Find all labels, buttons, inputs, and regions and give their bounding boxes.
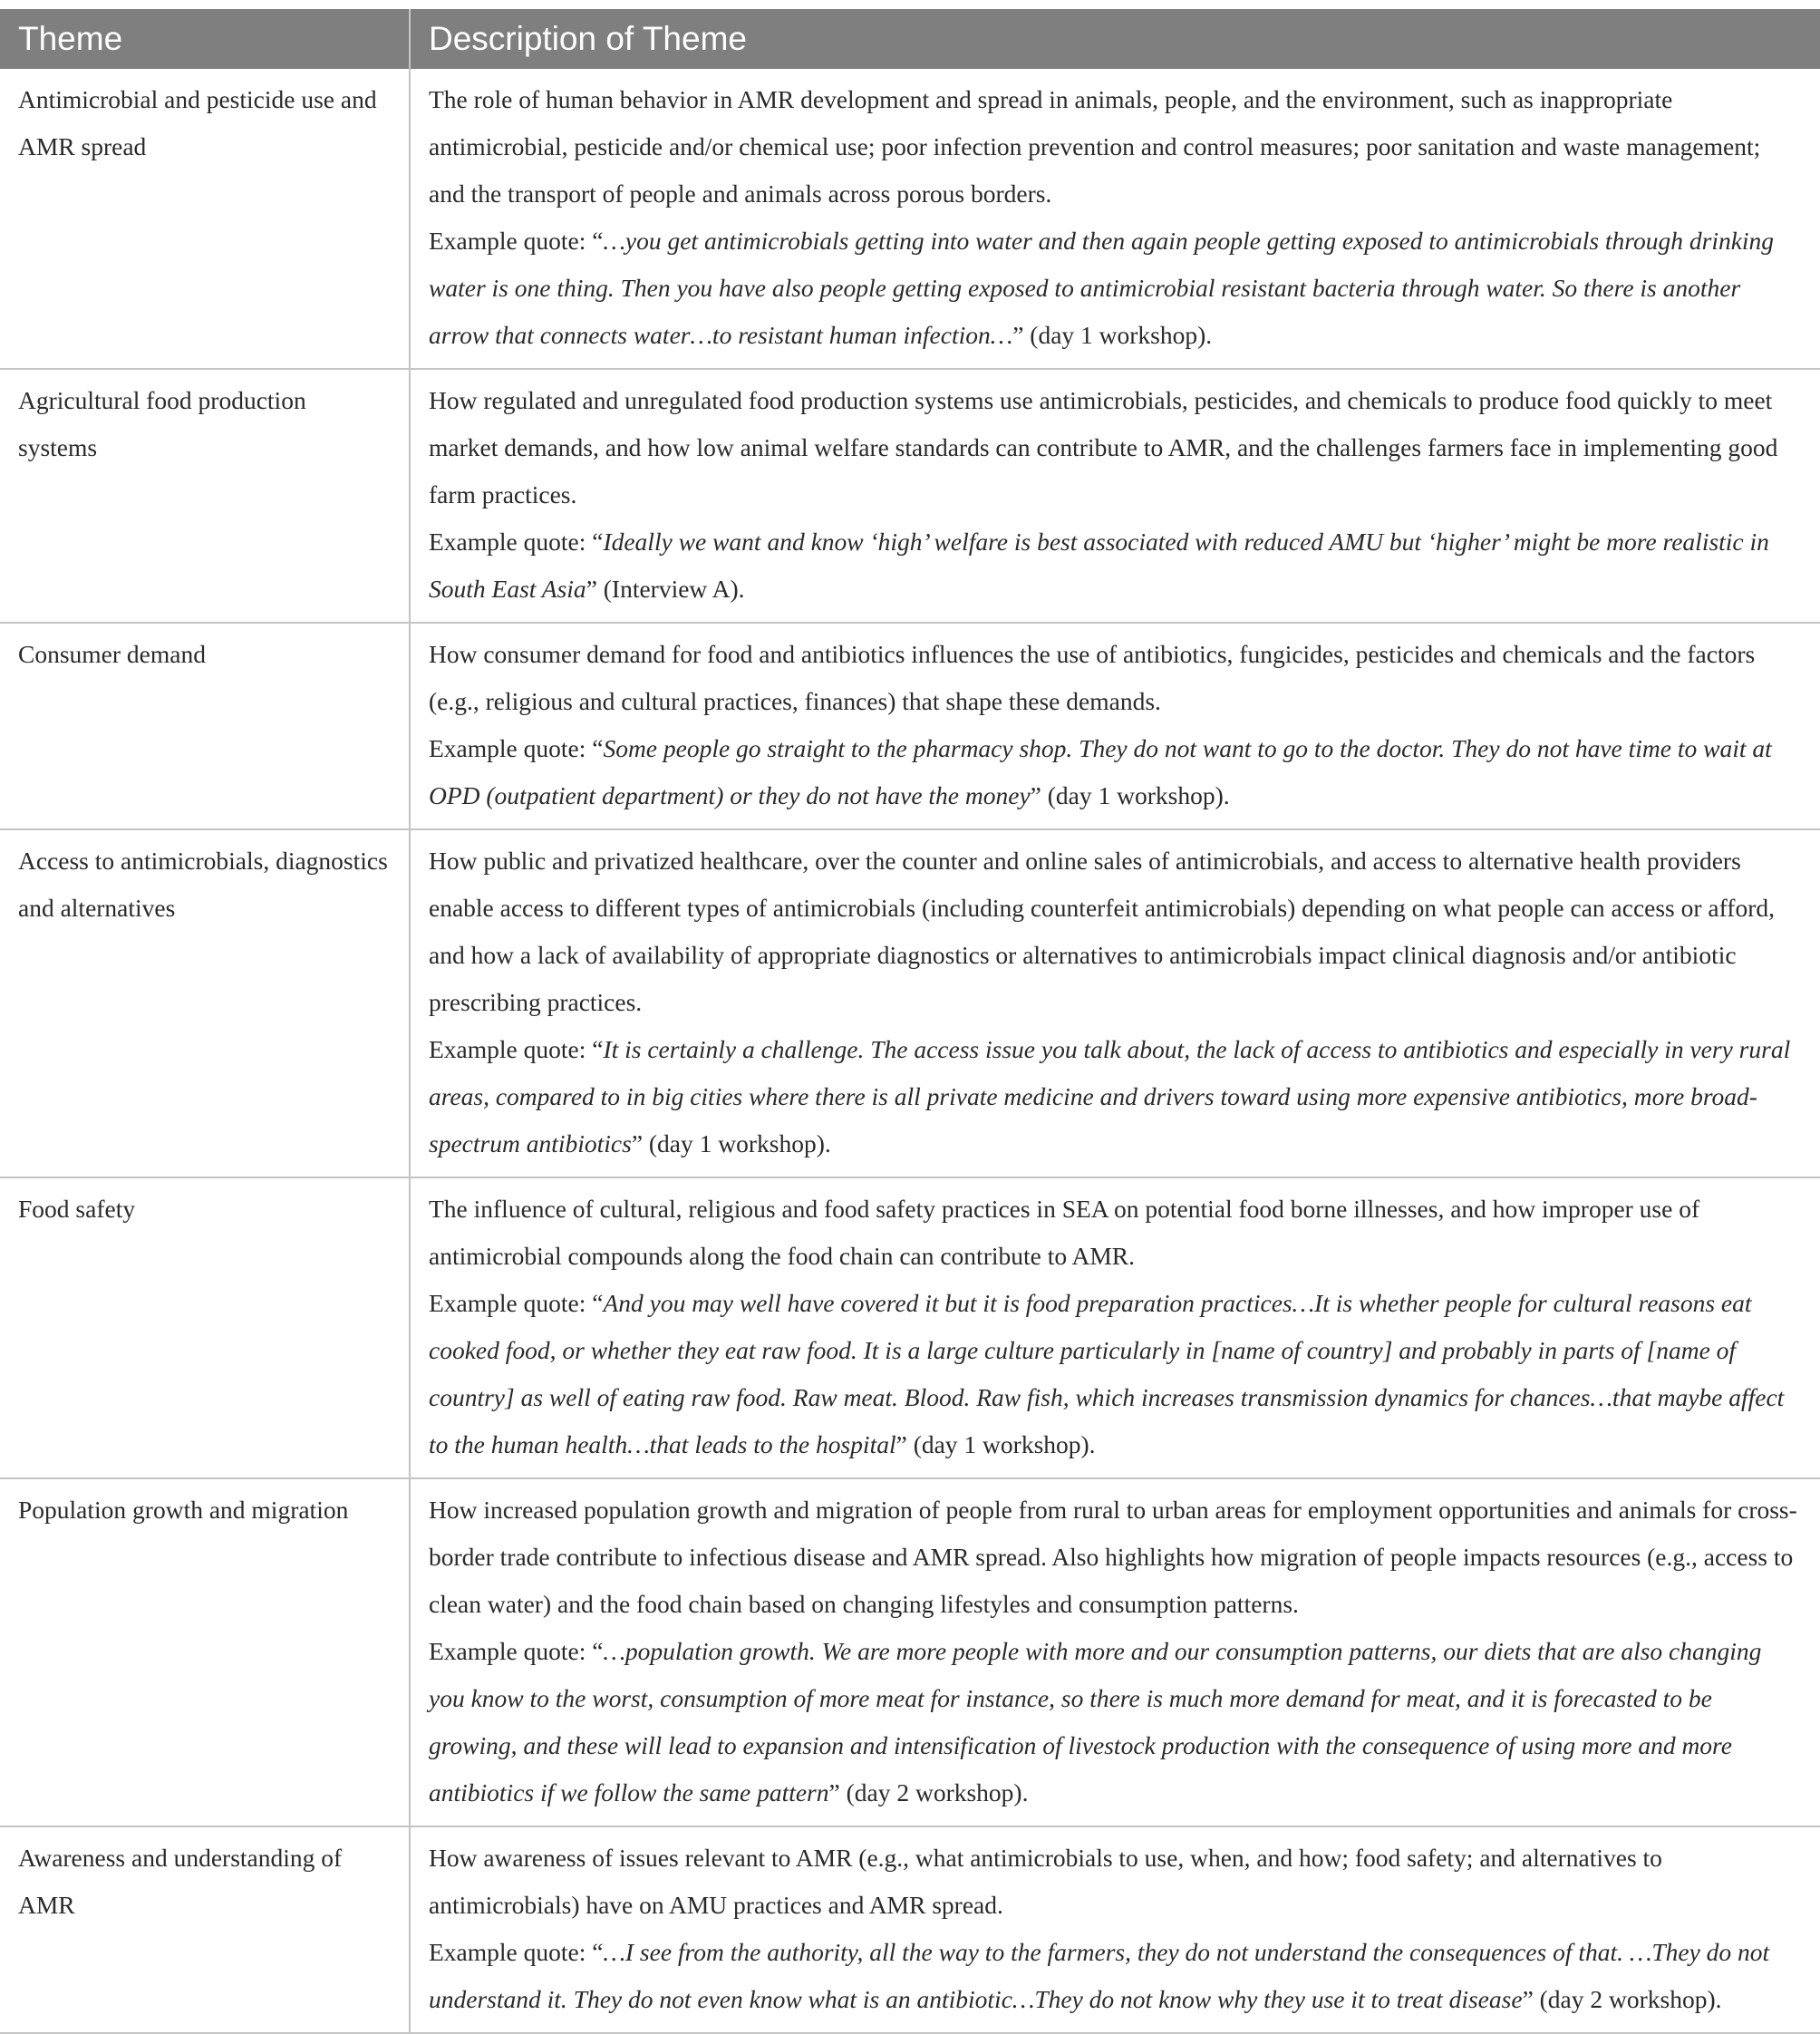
theme-description: How awareness of issues relevant to AMR (e.g., what antimicrobials to use, when, and how; food safety; and alternatives to antimicrobials) have on AMU practices and AMR spread. (429, 1844, 1662, 1919)
theme-description: How public and privatized healthcare, over the counter and online sales of antimicrobials, and access to alternative health providers enable access to different types of antimicrobials (including counterfeit antimicrobials) depending on what people can access or afford, and how a lack of availability of appropriate diagnostics or alternatives to antimicrobials impact clinical diagnosis and/or antibiotic prescribing practices. (429, 847, 1775, 1016)
quote-text: Ideally we want and know ‘high’ welfare is best associated with reduced AMU but ‘higher’ might be more realistic in South East Asia (429, 528, 1769, 603)
example-quote (429, 218, 1802, 359)
quote-text: And you may well have covered it but it is food preparation practices…It is whether people for cultural reasons eat cooked food, or whether they eat raw food. It is a large culture particularly in [name of country] and probably in parts of [name of country] as well of eating raw food. Raw meat. Blood. Raw fish, which increases transmission dynamics for chances…that maybe affect to the human health…that leads to the hospital (429, 1289, 1785, 1458)
column-header-description: Description of Theme (410, 9, 1820, 69)
theme-description: The influence of cultural, religious and food safety practices in SEA on potential food borne illnesses, and how improper use of antimicrobial compounds along the food chain can contribute to AMR. (429, 1195, 1700, 1270)
quote-prefix: Example quote: “ (429, 1289, 604, 1317)
theme-cell: Antimicrobial and pesticide use and AMR spread (0, 69, 410, 369)
quote-source: ” (day 2 workshop). (828, 1778, 1029, 1806)
description-cell (410, 1478, 1820, 1826)
themes-table (0, 9, 1820, 2034)
quote-source: ” (day 2 workshop). (1522, 1985, 1722, 2013)
example-quote (429, 518, 1802, 613)
theme-description: How regulated and unregulated food production systems use antimicrobials, pesticides, and chemicals to produce food quickly to meet market demands, and how low animal welfare standards can contribute to AMR, and the challenges farmers face in implementing good farm practices. (429, 386, 1778, 508)
theme-cell: Access to antimicrobials, diagnostics and alternatives (0, 829, 410, 1177)
example-quote (429, 1929, 1802, 2023)
theme-cell: Consumer demand (0, 623, 410, 829)
quote-source: ” (Interview A). (586, 575, 745, 603)
table-row (0, 1478, 1820, 1826)
table-row (0, 623, 1820, 829)
table-header-row (0, 9, 1820, 69)
quote-text: …I see from the authority, all the way to the farmers, they do not understand the consequences of that. …They do not understand it. They do not even know what is an antibiotic…They do not know why they use it to treat disease (429, 1938, 1770, 2013)
quote-source: ” (day 1 workshop). (1012, 321, 1213, 349)
description-cell (410, 1177, 1820, 1478)
theme-cell: Agricultural food production systems (0, 369, 410, 623)
example-quote (429, 1280, 1802, 1468)
theme-description: The role of human behavior in AMR development and spread in animals, people, and the environment, such as inappropriate antimicrobial, pesticide and/or chemical use; poor infection prevention and control measures; poor sanitation and waste management; and the transport of people and animals across porous borders. (429, 85, 1761, 208)
quote-text: …you get antimicrobials getting into water and then again people getting exposed to antimicrobials through drinking water is one thing. Then you have also people getting exposed to antimicrobial resistant bacteria through water. So there is another arrow that connects water…to resistant human infection… (429, 227, 1775, 349)
quote-text: Some people go straight to the pharmacy shop. They do not want to go to the doctor. They do not have time to wait at OPD (outpatient department) or they do not have the money (429, 734, 1772, 809)
table-row (0, 1177, 1820, 1478)
quote-text: It is certainly a challenge. The access issue you talk about, the lack of access to antibiotics and especially in very rural areas, compared to in big cities where there is all private medicine and drivers toward using more expensive antibiotics, more broad-spectrum antibiotics (429, 1035, 1791, 1157)
quote-source: ” (day 1 workshop). (631, 1129, 831, 1157)
example-quote (429, 1026, 1802, 1167)
description-cell (410, 829, 1820, 1177)
theme-cell: Food safety (0, 1177, 410, 1478)
example-quote (429, 1628, 1802, 1816)
quote-source: ” (day 1 workshop). (1030, 781, 1230, 809)
table-row (0, 829, 1820, 1177)
quote-prefix: Example quote: “ (429, 1938, 604, 1966)
quote-prefix: Example quote: “ (429, 528, 604, 556)
table-row (0, 369, 1820, 623)
theme-cell: Population growth and migration (0, 1478, 410, 1826)
theme-description: How increased population growth and migration of people from rural to urban areas for employment opportunities and animals for cross-border trade contribute to infectious disease and AMR spread. Also highlights how migration of people impacts resources (e.g., access to clean water) and the food chain based on changing lifestyles and consumption patterns. (429, 1496, 1797, 1618)
description-cell (410, 369, 1820, 623)
quote-source: ” (day 1 workshop). (895, 1430, 1096, 1458)
description-cell (410, 1826, 1820, 2033)
quote-prefix: Example quote: “ (429, 734, 604, 762)
table-row (0, 69, 1820, 369)
quote-text: …population growth. We are more people with more and our consumption patterns, our diets that are also changing you know to the worst, consumption of more meat for instance, so there is much more demand for meat, and it is forecasted to be growing, and these will lead to expansion and intensification of livestock production with the consequence of using more and more antibiotics if we follow the same pattern (429, 1637, 1762, 1806)
table-row (0, 1826, 1820, 2033)
quote-prefix: Example quote: “ (429, 227, 604, 255)
description-cell (410, 623, 1820, 829)
quote-prefix: Example quote: “ (429, 1035, 604, 1063)
column-header-theme: Theme (0, 9, 410, 69)
description-cell (410, 69, 1820, 369)
example-quote (429, 725, 1802, 819)
theme-description: How consumer demand for food and antibiotics influences the use of antibiotics, fungicides, pesticides and chemicals and the factors (e.g., religious and cultural practices, finances) that shape these demands. (429, 640, 1756, 715)
theme-cell: Awareness and understanding of AMR (0, 1826, 410, 2033)
quote-prefix: Example quote: “ (429, 1637, 604, 1665)
